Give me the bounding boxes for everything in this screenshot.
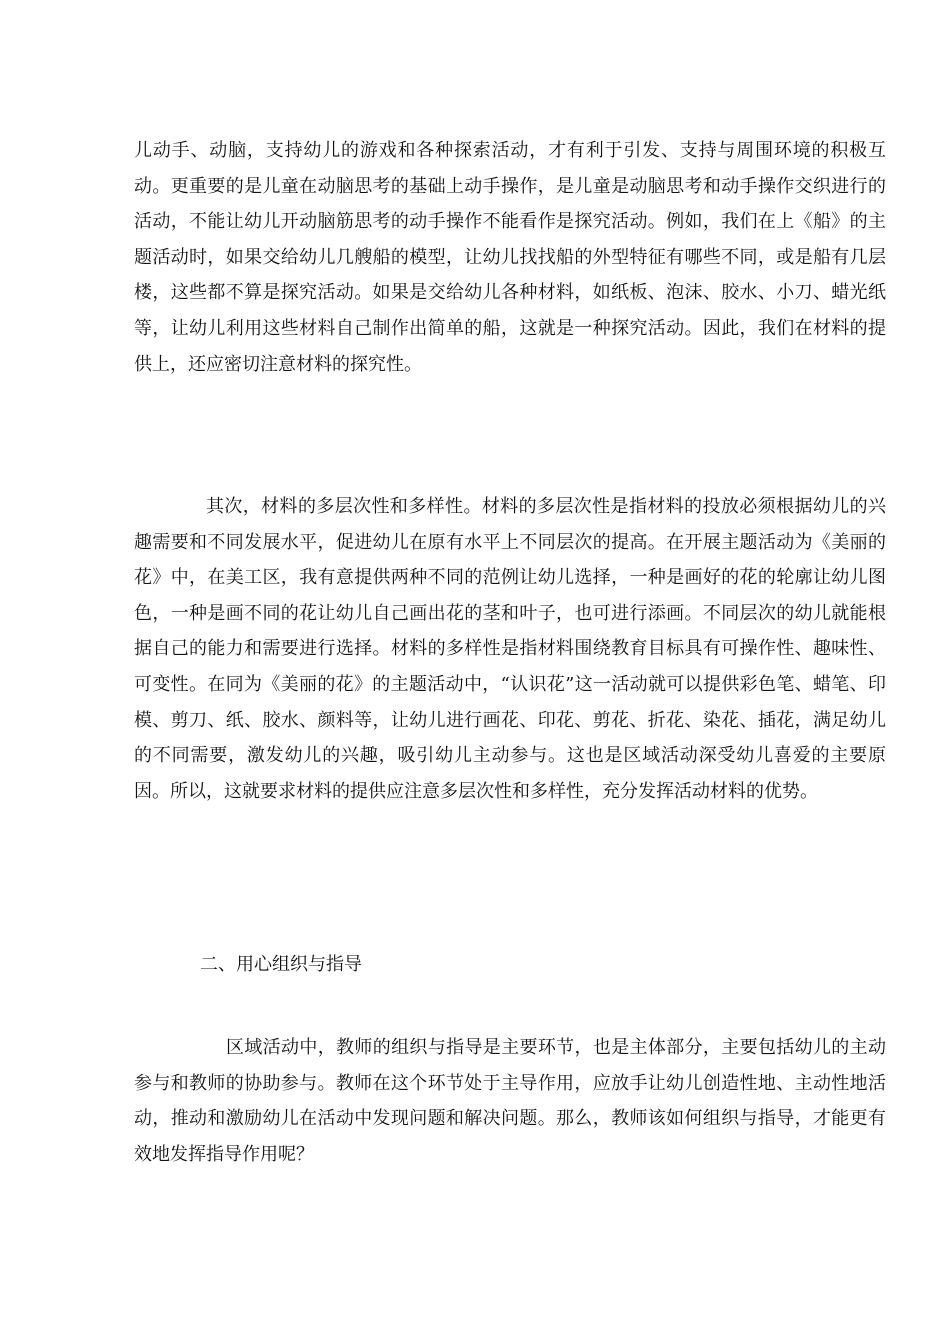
paragraph-exploration-materials: 儿动手、动脑，支持幼儿的游戏和各种探索活动，才有利于引发、支持与周围环境的积极互动。更重要的是儿童在动脑思考的基础上动手操作，是儿童是动脑思考和动手操作交织进行的活动，不能让幼儿开动脑筋思考的动手操作不能看作是探究活动。例如，我们在上《船》的主题活动时，如果交给幼儿几艘船的模型，让幼儿找找船的外型特征有哪些不同，或是船有几层楼，这些都不算是探究活动。如果是交给幼儿各种材料，如纸板、泡沫、胶水、小刀、蜡光纸等，让幼儿利用这些材料自己制作出简单的船，这就是一种探究活动。因此，我们在材料的提供上，还应密切注意材料的探究性。 [134,140,886,375]
paragraph-material-diversity: 其次，材料的多层次性和多样性。材料的多层次性是指材料的投放必须根据幼儿的兴趣需要和不同发展水平，促进幼儿在原有水平上不同层次的提高。在开展主题活动为《美丽的花》中，在美工区，我有意提供两种不同的范例让幼儿选择，一种是画好的花的轮廓让幼儿图色，一种是画不同的花让幼儿自己画出花的茎和叶子，也可进行添画。不同层次的幼儿就能根据自己的能力和需要进行选择。材料的多样性是指材料围绕教育目标具有可操作性、趣味性、可变性。在同为《美丽的花》的主题活动中，“认识花”这一活动就可以提供彩色笔、蜡笔、印模、剪刀、纸、胶水、颜料等，让幼儿进行画花、印花、剪花、折花、染花、插花，满足幼儿的不同需要，激发幼儿的兴趣，吸引幼儿主动参与。这也是区域活动深受幼儿喜爱的主要原因。所以，这就要求材料的提供应注意多层次性和多样性，充分发挥活动材料的优势。 [134,496,886,802]
paragraph-teacher-guidance: 区域活动中，教师的组织与指导是主要环节，也是主体部分，主要包括幼儿的主动参与和教师的协助参与。教师在这个环节处于主导作用，应放手让幼儿创造性地、主动性地活动，推动和激励幼儿在活动中发现问题和解决问题。那么，教师该如何组织与指导，才能更有效地发挥指导作用呢？ [134,1037,886,1165]
section-heading-organization-guidance: 二、用心组织与指导 [200,954,362,975]
